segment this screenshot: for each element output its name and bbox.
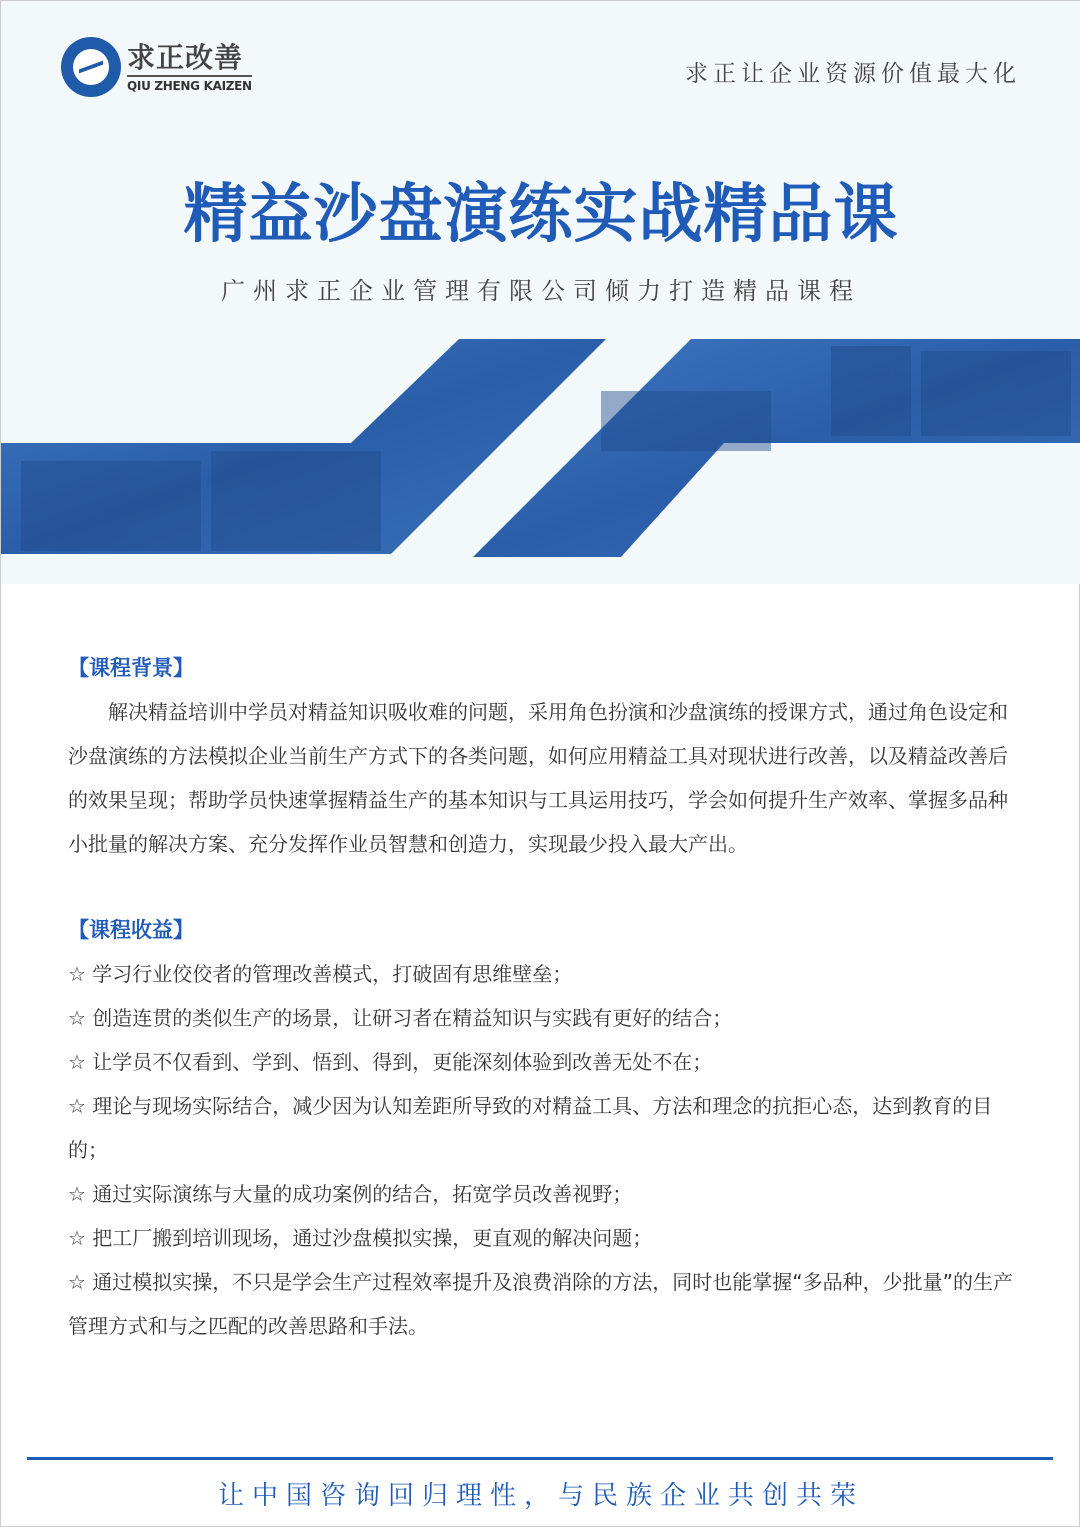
benefit-item: ☆ 学习行业佼佼者的管理改善模式，打破固有思维壁垒； — [68, 962, 573, 986]
benefit-item: ☆ 理论与现场实际结合，减少因为认知差距所导致的对精益工具、方法和理念的抗拒心态，达到教育的目的； — [68, 1094, 993, 1162]
page-title: 精益沙盘演练实战精品课 — [183, 178, 899, 252]
footer-divider — [27, 1457, 1053, 1460]
benefits-heading: 【课程收益】 — [68, 918, 194, 942]
background-heading: 【课程背景】 — [68, 656, 194, 680]
logo-name-cn: 求正改善 — [127, 41, 252, 77]
benefit-item: ☆ 把工厂搬到培训现场，通过沙盘模拟实操，更直观的解决问题； — [68, 1226, 653, 1250]
benefit-item: ☆ 让学员不仅看到、学到、悟到、得到，更能深刻体验到改善无处不在； — [68, 1050, 713, 1074]
page-subtitle: 广州求正企业管理有限公司倾力打造精品课程 — [221, 277, 861, 305]
course-content — [68, 646, 1018, 1348]
benefit-item: ☆ 创造连贯的类似生产的场景，让研习者在精益知识与实践有更好的结合； — [68, 1006, 733, 1030]
footer-slogan: 让中国咨询回归理性，与民族企业共创共荣 — [217, 1481, 864, 1511]
background-text: 解决精益培训中学员对精益知识吸收难的问题，采用角色扮演和沙盘演练的授课方式，通过角色设定和沙盘演练的方法模拟企业当前生产方式下的各类问题，如何应用精益工具对现状进行改善，以及精益改善后的效果呈现；帮助学员快速掌握精益生产的基本知识与工具运用技巧，学会如何提升生产效率、掌握多品种小批量的解决方案、充分发挥作业员智慧和创造力，实现最少投入最大产出。 — [68, 700, 1008, 856]
company-logo — [61, 37, 252, 97]
hero-banner — [1, 1, 1080, 584]
photo-collage — [1, 331, 1080, 571]
slogan: 求正让企业资源价值最大化 — [685, 61, 1021, 87]
logo-emblem-icon — [61, 37, 121, 97]
benefit-item: ☆ 通过实际演练与大量的成功案例的结合，拓宽学员改善视野； — [68, 1182, 633, 1206]
logo-name-en: QIU ZHENG KAIZEN — [127, 79, 252, 93]
benefit-item: ☆ 通过模拟实操，不只是学会生产过程效率提升及浪费消除的方法，同时也能掌握“多品种，少批量”的生产管理方式和与之匹配的改善思路和手法。 — [68, 1270, 1014, 1338]
